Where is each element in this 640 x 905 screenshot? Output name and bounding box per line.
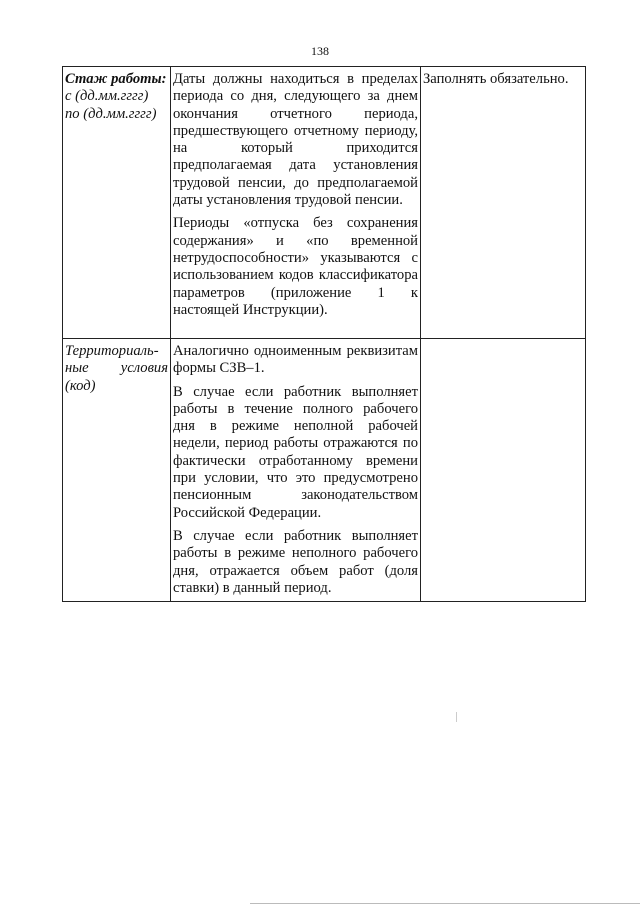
- field-date-from: с (дд.мм.гггг): [65, 88, 149, 105]
- page-number: 138: [311, 44, 329, 58]
- note-cell: [421, 339, 586, 602]
- table-row: [63, 339, 586, 602]
- description-paragraph: Периоды «отпуска без сохранения содержания» и «по временной нетрудоспособности» указываются с использованием кодов классификатора параметров (приложение 1 к настоящей Инструкции).: [173, 215, 418, 318]
- table-row: [63, 67, 586, 339]
- description-paragraph: В случае если работник выполняет работы в режиме неполного рабочего дня, отражается объем работ (доля ставки) в данный период.: [173, 527, 418, 596]
- field-name-cell: [63, 339, 171, 602]
- description-paragraph: Даты должны находиться в пределах периода со дня, следующего за днем окончания отчетного периода, предшествующего отчетному периоду, на который приходится предполагаемая дата установления трудовой пенсии, до предполагаемой даты установления трудовой пенсии.: [173, 71, 418, 209]
- description-paragraph: Аналогично одноименным реквизитам формы СЗВ–1.: [173, 343, 418, 377]
- field-date-to: по (дд.мм.гггг): [65, 105, 157, 122]
- scan-edge-line: [250, 903, 640, 904]
- field-name: Территориаль-ные условия (код): [65, 343, 168, 394]
- note-text: Заполнять обязательно.: [423, 71, 569, 87]
- description-paragraph: В случае если работник выполняет работы в течение полного рабочего дня в режиме неполной рабочей недели, период работы отражаются по фактически отработанному времени при условии, что это предусмотрено пенсионным законодательством Российской Федерации.: [173, 383, 418, 521]
- description-cell: [171, 339, 421, 602]
- field-name-cell: [63, 67, 171, 339]
- requisites-table: [62, 66, 586, 602]
- field-title: Стаж работы:: [65, 71, 167, 87]
- note-cell: [421, 67, 586, 339]
- description-cell: [171, 67, 421, 339]
- scan-artifact: [456, 712, 457, 722]
